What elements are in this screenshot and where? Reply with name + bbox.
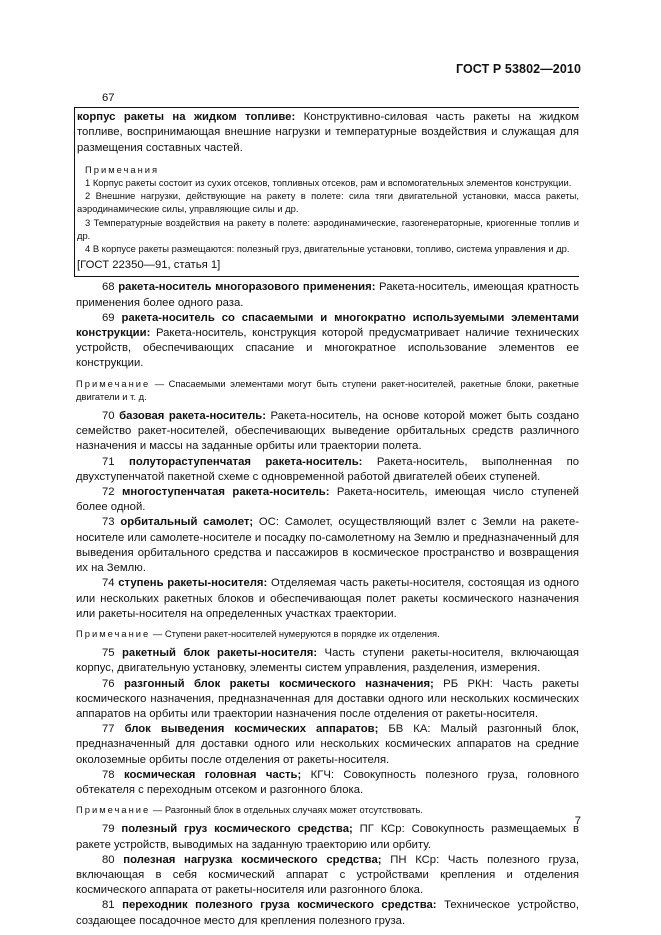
entry-67-text (77, 110, 579, 156)
entry-78: 78 космическая головная часть; КГЧ: Совокупность полезного груза, головного обтекателя с переходным отсеком и разгонного блока. (76, 768, 580, 796)
entry-68: 68 ракета-носитель многоразового применения: Ракета-носитель, имеющая кратность применения более одного раза. (76, 281, 579, 309)
entry-70: 70 базовая ракета-носитель: Ракета-носитель, на основе которой может быть создано семейство ракет-носителей, обеспечивающих выведение орбитальных средств различного назначения и массы на заданные орбиты или траектории полета. (76, 410, 580, 453)
entry-81: 81 переходник полезного груза космического средства: Техническое устройство, создающее посадочное место для крепления полезного груза. (76, 899, 579, 927)
term: корпус ракеты на жидком топливе: (77, 111, 296, 124)
entry-73: 73 орбитальный самолет; ОС: Самолет, осуществляющий взлет с Земли на ракете-носителе или самолете-носителе и посадку по-самолетному на Землю и предназначенный для выведения орбитального средства и пассажиров в космическое пространство и возвращения их на Землю. (76, 516, 579, 575)
note-item: 4 В корпусе ракеты размещаются: полезный груз, двигательные установки, топливо, система управления и др. (85, 243, 570, 255)
note-78: Примечание — Разгонный блок в отдельных случаях может отсутствовать. (76, 804, 423, 816)
standard-header: ГОСТ Р 53802—2010 (455, 62, 581, 76)
entry-number: 67 (102, 92, 115, 104)
notes-title: Примечания (85, 163, 160, 175)
note-item: 2 Внешние нагрузки, действующие на ракету в полете: сила тяги двигательной установки, масса ракеты, аэродинамические силы, управляющие силы и др. (77, 190, 579, 215)
document-body (76, 91, 579, 929)
page-number: 7 (574, 815, 581, 827)
standard-reference: [ГОСТ 22350—91, статья 1] (77, 259, 221, 272)
entry-74: 74 ступень ракеты-носителя: Отделяемая часть ракеты-носителя, состоящая из одного или нескольких ракетных блоков и обеспечивающая полет ракеты космического назначения или ракеты-носителя на определенных участках траектории. (76, 577, 579, 620)
entry-77: 77 блок выведения космических аппаратов; БВ КА: Малый разгонный блок, предназначенный для доставки одного или нескольких космических аппаратов на средние околоземные орбиты после отделения от ракеты-носителя. (76, 723, 579, 766)
entry-67-box (74, 107, 579, 277)
note-item: 1 Корпус ракеты состоит из сухих отсеков, топливных отсеков, рам и вспомогательных элементов конструкции. (85, 177, 572, 189)
entry-71: 71 полутораступенчатая ракета-носитель: Ракета-носитель, выполненная по двухступенчатой пакетной схеме с одновременной работой двигателей обеих ступеней. (76, 455, 580, 483)
note-74: Примечание — Ступени ракет-носителей нумеруются в порядке их отделения. (76, 627, 440, 639)
note-69: Примечание — Спасаемыми элементами могут быть ступени ракет-носителей, ракетные блоки, ракетные двигатели и т. д. (76, 377, 579, 402)
notes-block (77, 163, 579, 255)
entry-72: 72 многоступенчатая ракета-носитель: Ракета-носитель, имеющая число ступеней более одной. (76, 486, 579, 514)
entry-80: 80 полезная нагрузка космического средства; ПН КСр: Часть полезного груза, включающая в себя космический аппарат с устройствами крепления и отделения космического аппарата от ракеты-носителя или разгонного блока. (76, 853, 579, 897)
definition: Конструктивно-силовая часть ракеты на жидком топливе, воспринимающая внешние нагрузки и температурные воздействия и служащая для размещения составных частей. (77, 111, 579, 154)
note-item: 3 Температурные воздействия на ракету в полете: аэродинамические, газогенераторные, криогенные топлив и др. (77, 216, 579, 241)
entry-79: 79 полезный груз космического средства; ПГ КСр: Совокупность размещаемых в ракете устройств, выводимых на заданную траекторию или орбиту. (76, 823, 579, 851)
entry-69: 69 ракета-носитель со спасаемыми и многократно используемыми элементами конструкции: Ракета-носитель, конструкция которой предусматривает наличие технических устройств, обеспечивающих спасание и многократное использование элементов ее конструкции. (76, 311, 579, 370)
entry-76: 76 разгонный блок ракеты космического назначения; РБ РКН: Часть ракеты космического назначения, предназначенная для доставки одного или нескольких космических аппаратов на орбиты или траектории назначения после отделения от ракеты-носителя. (76, 677, 579, 720)
entry-75: 75 ракетный блок ракеты-носителя: Часть ступени ракеты-носителя, включающая корпус, двигательную установку, элементы систем управления, разделения, измерения. (76, 647, 579, 675)
